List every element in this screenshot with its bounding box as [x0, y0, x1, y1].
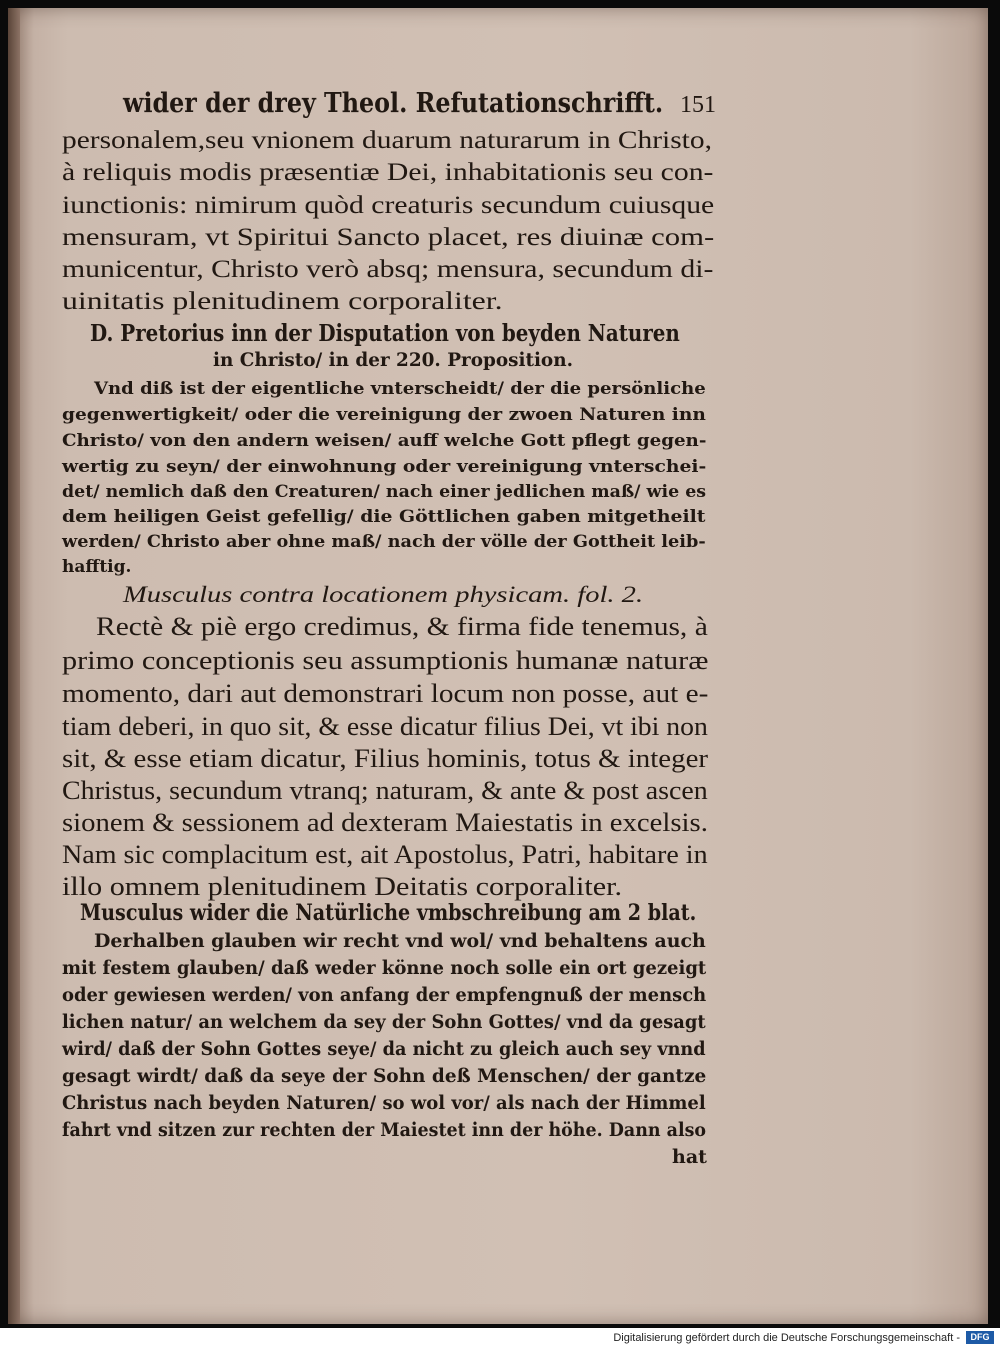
text-line: wird/ daß der Sohn Gottes seye/ da nicht zu gleich auch sey vnnd [62, 1038, 706, 1060]
text-line: Christus nach beyden Naturen/ so wol vor/ als nach der Himmel [62, 1092, 706, 1114]
text-line: à reliquis modis præsentiæ Dei, inhabitationis seu con- [62, 159, 714, 186]
text-line: municentur, Christo verò absq; mensura, secundum di- [62, 256, 714, 283]
text-line: Rectè & piè ergo credimus, & firma fide tenemus, à [96, 612, 708, 641]
text-line: hafftig. [62, 557, 132, 577]
text-line: iunctionis: nimirum quòd creaturis secundum cuiusque [62, 192, 715, 219]
section-heading: D. Pretorius inn der Disputation von beyden Naturen [90, 320, 680, 347]
running-head: wider der drey Theol. Refutationschrifft. [123, 88, 664, 119]
text-line: mit festem glauben/ daß weder könne noch solle ein ort gezeigt [62, 957, 707, 979]
text-line: Vnd diß ist der eigentliche vnterscheidt/ der die persönliche [94, 379, 706, 399]
text-line: sit, & esse etiam dicatur, Filius hominis, totus & integer [62, 744, 709, 773]
text-line: tiam deberi, in quo sit, & esse dicatur filius Dei, vt ibi non [62, 712, 708, 741]
text-line: oder gewiesen werden/ von anfang der empfengnuß der mensch [62, 984, 707, 1006]
text-line: fahrt vnd sitzen zur rechten der Maiestet inn der höhe. Dann also [62, 1119, 707, 1141]
text-line: uinitatis plenitudinem corporaliter. [62, 288, 503, 315]
text-line: lichen natur/ an welchem da sey der Sohn Gottes/ vnd da gesagt [62, 1011, 706, 1033]
text-line: Nam sic complacitum est, ait Apostolus, Patri, habitare in [62, 840, 708, 869]
text-line: gegenwertigkeit/ oder die vereinigung der zwoen Naturen inn [62, 405, 706, 425]
text-line: Derhalben glauben wir recht vnd wol/ vnd behaltens auch [94, 930, 706, 952]
text-line: sionem & sessionem ad dexteram Maiestatis in excelsis. [62, 808, 708, 837]
text-line: det/ nemlich daß den Creaturen/ nach einer jedlichen maß/ wie es [62, 482, 707, 502]
text-line: personalem,seu vnionem duarum naturarum in Christo, [62, 127, 712, 154]
text-line: illo omnem plenitudinem Deitatis corporaliter. [62, 872, 623, 901]
text-line: primo conceptionis seu assumptionis humanæ naturæ [62, 646, 709, 675]
footer-credit: Digitalisierung gefördert durch die Deutsche Forschungsgemeinschaft - [613, 1332, 960, 1344]
text-line: Christus, secundum vtranq; naturam, & ante & post ascen [62, 776, 708, 805]
text-line: momento, dari aut demonstrari locum non posse, aut e- [62, 679, 709, 708]
page-number: 151 [680, 92, 716, 118]
dfg-logo-icon: DFG [966, 1331, 994, 1344]
text-line: gesagt wirdt/ daß da seye der Sohn deß Menschen/ der gantze [62, 1065, 707, 1087]
catchword: hat [672, 1146, 707, 1168]
text-line: werden/ Christo aber ohne maß/ nach der völle der Gottheit leib- [62, 532, 706, 552]
text-line: wertig zu seyn/ der einwohnung oder vereinigung vnterschei- [62, 457, 707, 477]
section-heading: in Christo/ in der 220. Proposition. [213, 349, 573, 371]
text-line: dem heiligen Geist gefellig/ die Göttlichen gaben mitgetheilt [62, 507, 706, 527]
text-line: Christo/ von den andern weisen/ auff welche Gott pflegt gegen- [62, 431, 707, 451]
book-page [8, 8, 988, 1324]
section-heading: Musculus wider die Natürliche vmbschreibung am 2 blat. [80, 900, 697, 926]
digitization-footer [0, 1328, 1000, 1349]
section-heading: Musculus contra locationem physicam. fol. 2. [123, 582, 644, 607]
text-line: mensuram, vt Spiritui Sancto placet, res diuinæ com- [62, 224, 715, 251]
